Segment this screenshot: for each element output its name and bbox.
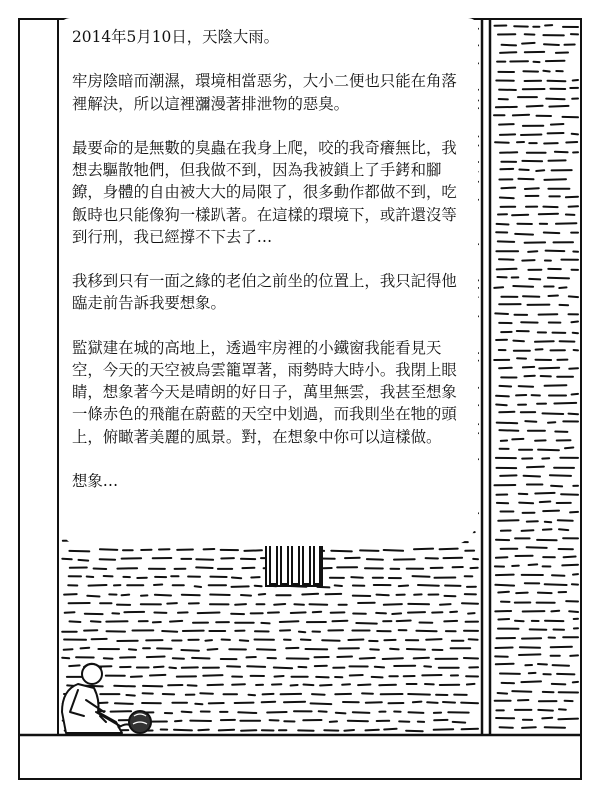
- wall-dash: [372, 677, 383, 678]
- wall-dash: [515, 621, 524, 622]
- wall-dash: [542, 718, 552, 719]
- wall-dash: [522, 260, 534, 261]
- wall-dash: [496, 575, 514, 576]
- wall-dash: [539, 368, 559, 369]
- wall-dash: [525, 376, 535, 377]
- wall-dash: [182, 712, 192, 713]
- wall-dash: [167, 603, 177, 604]
- wall-dash: [559, 287, 566, 288]
- wall-dash: [543, 207, 557, 208]
- wall-dash: [502, 45, 516, 46]
- wall-dash: [572, 134, 578, 135]
- wall-dash: [500, 727, 513, 728]
- wall-dash: [467, 684, 475, 685]
- wall-dash: [203, 675, 222, 676]
- wall-dash: [545, 385, 567, 386]
- narration-paragraph: 監獄建在城的高地上，透過牢房裡的小鐵窗我能看見天空，今天的天空被烏雲籠罩著，雨勢時大時小。我閉上眼睛，想象著今天是晴朗的好日子，萬里無雲，我甚至想象一條赤色的飛龍在蔚藍的天空中划過，而我則坐在牠的頭上，俯瞰著美麗的風景。對，在想象中你可以這樣做。: [72, 338, 457, 446]
- wall-dash: [241, 595, 251, 596]
- wall-dash: [495, 585, 514, 586]
- wall-dash: [344, 730, 354, 731]
- wall-dash: [115, 703, 133, 704]
- wall-dash: [544, 179, 566, 180]
- wall-dash: [413, 702, 422, 703]
- wall-dash: [367, 559, 383, 560]
- wall-dash: [358, 685, 370, 686]
- wall-dash: [330, 721, 337, 722]
- wall-dash: [173, 658, 184, 659]
- wall-dash: [353, 712, 370, 713]
- wall-dash: [390, 649, 399, 650]
- wall-dash: [468, 613, 475, 614]
- wall-dash: [182, 595, 200, 596]
- wall-dash: [551, 611, 559, 612]
- wall-dash: [554, 403, 576, 404]
- wall-dash: [549, 106, 568, 107]
- wall-dash: [65, 612, 75, 613]
- wall-dash: [469, 639, 478, 640]
- wall-dash: [558, 719, 578, 720]
- wall-dash: [247, 666, 265, 667]
- wall-dash: [413, 576, 430, 577]
- wall-dash: [200, 693, 213, 694]
- wall-dash: [440, 604, 451, 605]
- wall-dash: [62, 658, 69, 659]
- wall-dash: [495, 648, 512, 649]
- wall-dash: [257, 649, 275, 650]
- wall-dash: [375, 667, 384, 668]
- wall-dash: [513, 286, 533, 287]
- wall-dash: [535, 493, 554, 494]
- wall-dash: [383, 658, 403, 659]
- wall-dash: [499, 412, 514, 413]
- wall-dash: [244, 550, 262, 551]
- wall-dash: [320, 685, 332, 686]
- wall-dash: [188, 685, 197, 686]
- wall-dash: [291, 612, 306, 613]
- wall-dash: [546, 251, 565, 252]
- narration-paragraph: 牢房陰暗而潮濕，環境相當惡劣，大小二便也只能在角落裡解決，所以這裡瀰漫著排泄物的惡臭。: [72, 72, 457, 113]
- wall-dash: [316, 677, 328, 678]
- narration-paragraph: 最要命的是無數的臭蟲在我身上爬，咬的我奇癢無比，我想去驅散牠們，但我做不到，因為我被鎖上了手銬和腳鐐，身體的自由被大大的局限了，很多動作都做不到，吃飯時也只能像狗一樣趴著。在這樣的環境下，或許還沒等到行刑，我已經撐不下去了…: [72, 138, 457, 246]
- wall-dash: [521, 135, 541, 136]
- wall-dash: [259, 594, 265, 595]
- wall-dash: [302, 594, 318, 595]
- wall-dash: [69, 551, 89, 552]
- wall-dash: [100, 549, 117, 550]
- wall-dash: [294, 604, 304, 605]
- wall-dash: [392, 613, 401, 614]
- wall-dash: [496, 405, 507, 406]
- wall-dash: [348, 721, 368, 722]
- wall-dash: [551, 124, 564, 125]
- wall-dash: [543, 511, 559, 512]
- wall-dash: [87, 577, 94, 578]
- wall-dash: [313, 612, 321, 613]
- wall-dash: [356, 623, 377, 624]
- wall-dash: [198, 730, 208, 731]
- wall-dash: [566, 197, 578, 198]
- wall-dash: [497, 269, 517, 270]
- wall-dash: [513, 115, 529, 116]
- wall-dash: [497, 423, 518, 424]
- wall-dash: [555, 152, 568, 153]
- wall-dash: [566, 142, 577, 143]
- wall-dash: [512, 691, 531, 692]
- wall-dash: [535, 341, 554, 342]
- wall-dash: [205, 640, 212, 641]
- wall-dash: [79, 560, 89, 561]
- narration-paragraph: 想象…: [72, 471, 119, 490]
- wall-dash: [569, 368, 578, 369]
- wall-dash: [461, 703, 478, 704]
- wall-dash: [337, 657, 352, 658]
- wall-dash: [122, 595, 130, 596]
- wall-dash: [464, 658, 478, 659]
- wall-dash: [232, 586, 249, 587]
- wall-dash: [235, 604, 246, 605]
- wall-dash: [208, 685, 223, 686]
- wall-dash: [131, 676, 142, 677]
- wall-dash: [540, 502, 551, 503]
- wall-dash: [519, 503, 533, 504]
- wall-dash: [69, 665, 79, 666]
- wall-dash: [522, 43, 535, 44]
- wall-dash: [573, 682, 578, 683]
- wall-dash: [284, 702, 305, 703]
- wall-dash: [440, 549, 458, 550]
- wall-dash: [496, 396, 509, 397]
- wall-dash: [559, 529, 568, 530]
- wall-dash: [543, 71, 549, 72]
- wall-dash: [310, 604, 328, 605]
- wall-dash: [262, 702, 276, 703]
- wall-dash: [551, 486, 562, 487]
- wall-dash: [255, 586, 262, 587]
- wall-dash: [498, 619, 509, 620]
- wall-dash: [64, 649, 73, 650]
- wall-dash: [240, 640, 248, 641]
- wall-dash: [198, 613, 220, 614]
- wall-dash: [301, 640, 311, 641]
- wall-dash: [384, 604, 402, 605]
- wall-dash: [280, 621, 299, 622]
- wall-dash: [169, 668, 176, 669]
- wall-dash: [408, 694, 430, 695]
- wall-dash: [154, 585, 162, 586]
- wall-dash: [500, 152, 517, 153]
- wall-dash: [104, 658, 113, 659]
- wall-dash: [499, 124, 514, 125]
- wall-dash: [512, 215, 528, 216]
- wall-dash: [409, 712, 424, 713]
- wall-dash: [565, 448, 573, 449]
- wall-dash: [548, 422, 555, 423]
- wall-dash: [521, 681, 541, 682]
- wall-dash: [384, 550, 403, 551]
- wall-dash: [524, 476, 540, 477]
- wall-dash: [342, 684, 350, 685]
- wall-dash: [522, 727, 536, 728]
- wall-dash: [232, 684, 245, 685]
- wall-dash: [397, 621, 411, 622]
- wall-dash: [499, 430, 518, 431]
- wall-dash: [376, 613, 386, 614]
- wall-dash: [498, 241, 514, 242]
- wall-dash: [527, 467, 544, 468]
- wall-dash: [525, 188, 539, 189]
- wall-dash: [249, 695, 256, 696]
- wall-dash: [498, 693, 508, 694]
- wall-dash: [94, 569, 107, 570]
- wall-dash: [319, 711, 327, 712]
- wall-dash: [538, 593, 552, 594]
- wall-dash: [562, 565, 578, 566]
- wall-dash: [408, 612, 425, 613]
- wall-dash: [518, 179, 533, 180]
- wall-dash: [414, 549, 433, 550]
- wall-dash: [312, 694, 325, 695]
- wall-dash: [515, 234, 533, 235]
- wall-dash: [550, 475, 571, 476]
- wall-dash: [495, 313, 508, 314]
- wall-dash: [572, 394, 578, 395]
- shackled-prisoner-icon: [62, 664, 122, 733]
- wall-dash: [238, 712, 256, 713]
- wall-dash: [529, 279, 540, 280]
- wall-dash: [536, 170, 544, 171]
- wall-dash: [170, 621, 182, 622]
- wall-dash: [571, 322, 578, 323]
- wall-dash: [573, 333, 578, 334]
- wall-dash: [360, 550, 378, 551]
- wall-dash: [399, 586, 408, 587]
- wall-dash: [450, 612, 457, 613]
- wall-dash: [261, 623, 269, 624]
- wall-dash: [558, 520, 573, 521]
- wall-dash: [499, 259, 514, 260]
- wall-dash: [267, 712, 286, 713]
- wall-dash: [155, 595, 171, 596]
- wall-dash: [227, 666, 240, 667]
- wall-dash: [453, 722, 466, 723]
- wall-dash: [181, 650, 199, 651]
- wall-dash: [175, 721, 182, 722]
- wall-dash: [154, 667, 164, 668]
- wall-dash: [543, 413, 564, 414]
- wall-dash: [516, 593, 528, 594]
- wall-dash: [311, 703, 332, 704]
- wall-dash: [291, 685, 298, 686]
- wall-dash: [539, 214, 558, 215]
- wall-dash: [570, 512, 578, 513]
- wall-dash: [150, 675, 165, 676]
- wall-dash: [561, 494, 578, 495]
- wall-dash: [143, 686, 162, 687]
- wall-dash: [274, 668, 292, 669]
- wall-dash: [331, 551, 352, 552]
- narration-paragraph: 2014年5月10日，天陰大雨。: [72, 28, 280, 46]
- wall-dash: [370, 649, 379, 650]
- wall-dash: [512, 439, 523, 440]
- wall-dash: [569, 414, 579, 415]
- wall-dash: [366, 702, 382, 703]
- wall-dash: [444, 621, 457, 622]
- wall-dash: [196, 567, 212, 568]
- wall-dash: [544, 233, 560, 234]
- wall-dash: [195, 586, 201, 587]
- wall-dash: [519, 654, 540, 655]
- wall-dash: [496, 664, 514, 665]
- wall-dash: [497, 224, 509, 225]
- wall-dash: [538, 710, 553, 711]
- wall-dash: [523, 296, 539, 297]
- wall-dash: [407, 649, 425, 650]
- wall-dash: [366, 730, 379, 731]
- wall-dash: [64, 594, 77, 595]
- wall-dash: [351, 577, 363, 578]
- wall-dash: [544, 44, 559, 45]
- wall-dash: [557, 674, 574, 675]
- wall-dash: [569, 296, 578, 297]
- wall-dash: [513, 341, 524, 342]
- wall-dash: [500, 386, 512, 387]
- wall-dash: [126, 695, 134, 696]
- wall-dash: [350, 675, 363, 676]
- wall-dash: [87, 596, 99, 597]
- narration-paragraph: 我移到只有一面之緣的老伯之前坐的位置上，我只記得他臨走前告訴我要想象。: [72, 272, 457, 313]
- wall-dash: [174, 730, 192, 731]
- narration-text: [72, 26, 472, 514]
- wall-dash: [500, 52, 516, 53]
- wall-dash: [462, 729, 478, 730]
- wall-dash: [570, 655, 578, 656]
- wall-dash: [427, 702, 437, 703]
- wall-dash: [299, 632, 305, 633]
- wall-dash: [519, 386, 533, 387]
- wall-dash: [525, 421, 536, 422]
- wall-dash: [275, 676, 284, 677]
- wall-dash: [70, 621, 81, 622]
- wall-dash: [336, 713, 346, 714]
- wall-dash: [500, 475, 516, 476]
- wall-dash: [548, 278, 569, 279]
- wall-dash: [500, 198, 514, 199]
- wall-dash: [426, 639, 441, 640]
- wall-dash: [241, 730, 256, 731]
- wall-dash: [527, 547, 547, 548]
- wall-dash: [219, 730, 234, 731]
- wall-dash: [322, 640, 339, 641]
- wall-dash: [522, 530, 534, 531]
- wall-dash: [495, 142, 509, 143]
- wall-dash: [62, 559, 71, 560]
- wall-dash: [333, 621, 348, 622]
- wall-dash: [556, 223, 576, 224]
- wall-dash: [520, 647, 540, 648]
- wall-dash: [384, 729, 396, 730]
- wall-dash: [538, 664, 547, 665]
- wall-dash: [500, 134, 515, 135]
- wall-dash: [573, 574, 578, 575]
- wall-dash: [377, 595, 389, 596]
- wall-dash: [498, 520, 518, 521]
- wall-dash: [573, 80, 578, 81]
- wall-dash: [304, 685, 314, 686]
- wall-dash: [569, 611, 578, 612]
- prison-window-bars-icon: [266, 542, 322, 586]
- wall-dash: [274, 604, 285, 605]
- narration-caption-box: [64, 22, 474, 542]
- wall-dash: [434, 729, 454, 730]
- wall-dash: [414, 658, 429, 659]
- wall-dash: [527, 106, 543, 107]
- wall-dash: [91, 621, 101, 622]
- wall-dash: [519, 170, 528, 171]
- wall-dash: [418, 585, 439, 586]
- wall-dash: [528, 251, 537, 252]
- wall-dash: [553, 665, 569, 666]
- wall-dash: [546, 99, 564, 100]
- wall-dash: [196, 559, 213, 560]
- wall-dash: [552, 575, 564, 576]
- wall-dash: [232, 578, 241, 579]
- wall-dash: [529, 564, 538, 565]
- wall-dash: [348, 640, 363, 641]
- wall-dash: [496, 557, 508, 558]
- wall-dash: [162, 631, 177, 632]
- wall-dash: [129, 649, 136, 650]
- wall-dash: [406, 731, 423, 732]
- wall-dash: [549, 296, 558, 297]
- wall-dash: [147, 657, 165, 658]
- wall-dash: [498, 592, 509, 593]
- wall-dash: [538, 450, 559, 451]
- wall-dash: [494, 287, 503, 288]
- wall-dash: [335, 585, 342, 586]
- wall-dash: [210, 595, 230, 596]
- wall-dash: [543, 529, 552, 530]
- wall-dash: [360, 658, 375, 659]
- wall-dash: [192, 658, 209, 659]
- wall-dash: [208, 649, 218, 650]
- wall-dash: [501, 188, 515, 189]
- wall-dash: [89, 585, 107, 586]
- wall-dash: [81, 648, 90, 649]
- wall-dash: [552, 684, 566, 685]
- wall-dash: [564, 557, 576, 558]
- wall-dash: [114, 686, 135, 687]
- wall-dash: [263, 694, 274, 695]
- wall-dash: [545, 584, 567, 585]
- wall-dash: [523, 367, 534, 368]
- wall-dash: [443, 702, 455, 703]
